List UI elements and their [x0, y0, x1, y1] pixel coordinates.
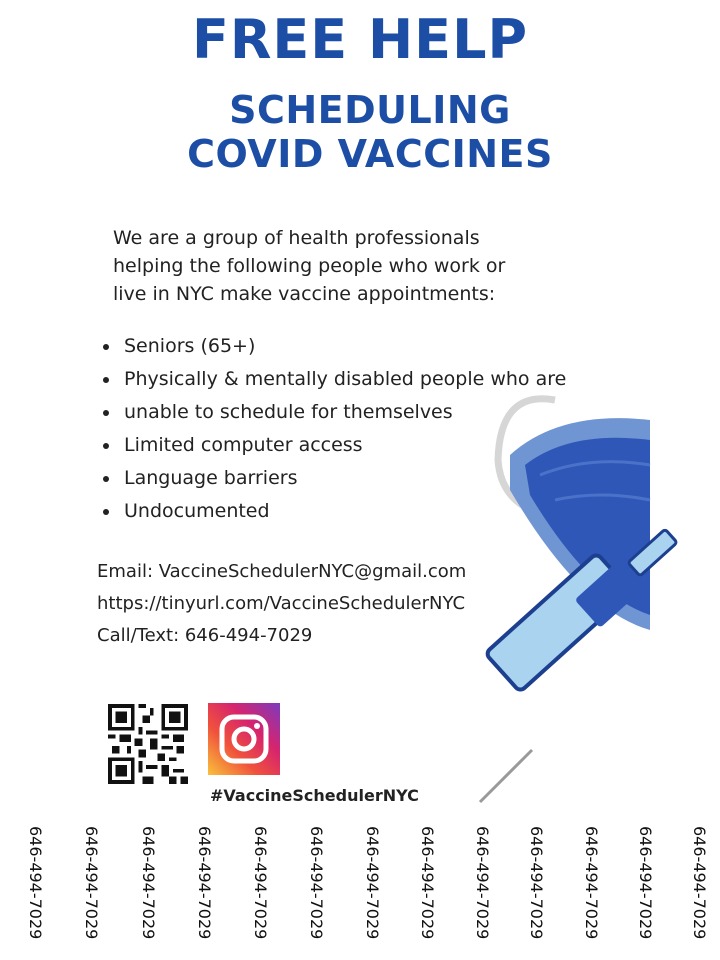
tear-off-tab: 646-494-7029 — [26, 826, 45, 940]
list-item: Undocumented — [100, 495, 660, 528]
intro-paragraph — [113, 224, 583, 308]
list-item: Limited computer access — [100, 429, 660, 462]
list-item: Seniors (65+) — [100, 330, 660, 363]
tear-off-tab: 646-494-7029 — [139, 826, 158, 940]
subtitle-line-1: SCHEDULING — [229, 88, 511, 132]
list-item-continuation: unable to schedule for themselves — [100, 396, 660, 429]
tear-off-tab: 646-494-7029 — [307, 826, 326, 940]
instagram-icon[interactable] — [208, 703, 280, 775]
list-item: Physically & mentally disabled people who are — [100, 363, 660, 396]
tear-off-tab: 646-494-7029 — [636, 826, 655, 940]
tear-off-tab: 646-494-7029 — [418, 826, 437, 940]
qr-code-icon[interactable] — [106, 704, 190, 784]
eligibility-list — [100, 330, 660, 528]
intro-line-1: We are a group of health professionals — [113, 227, 480, 249]
intro-line-3: live in NYC make vaccine appointments: — [113, 283, 496, 305]
subtitle-line-2: COVID VACCINES — [187, 132, 553, 176]
tear-off-tab: 646-494-7029 — [582, 826, 601, 940]
tear-off-tab: 646-494-7029 — [251, 826, 270, 940]
tear-off-tab: 646-494-7029 — [195, 826, 214, 940]
list-item: Language barriers — [100, 462, 660, 495]
tear-off-tab: 646-494-7029 — [527, 826, 546, 940]
tear-off-tab: 646-494-7029 — [473, 826, 492, 940]
title: FREE HELP — [191, 8, 529, 71]
intro-line-2: helping the following people who work or — [113, 255, 506, 277]
instagram-hashtag[interactable]: #VaccineSchedulerNYC — [210, 786, 419, 805]
tear-off-strip — [0, 818, 720, 960]
tear-off-tab: 646-494-7029 — [82, 826, 101, 940]
tear-off-tab: 646-494-7029 — [690, 826, 709, 940]
contact-phone[interactable]: Call/Text: 646-494-7029 — [97, 625, 313, 646]
contact-block — [97, 556, 577, 652]
tear-off-tab: 646-494-7029 — [363, 826, 382, 940]
contact-email[interactable]: Email: VaccineSchedulerNYC@gmail.com — [97, 561, 467, 582]
contact-url[interactable]: https://tinyurl.com/VaccineSchedulerNYC — [97, 593, 466, 614]
